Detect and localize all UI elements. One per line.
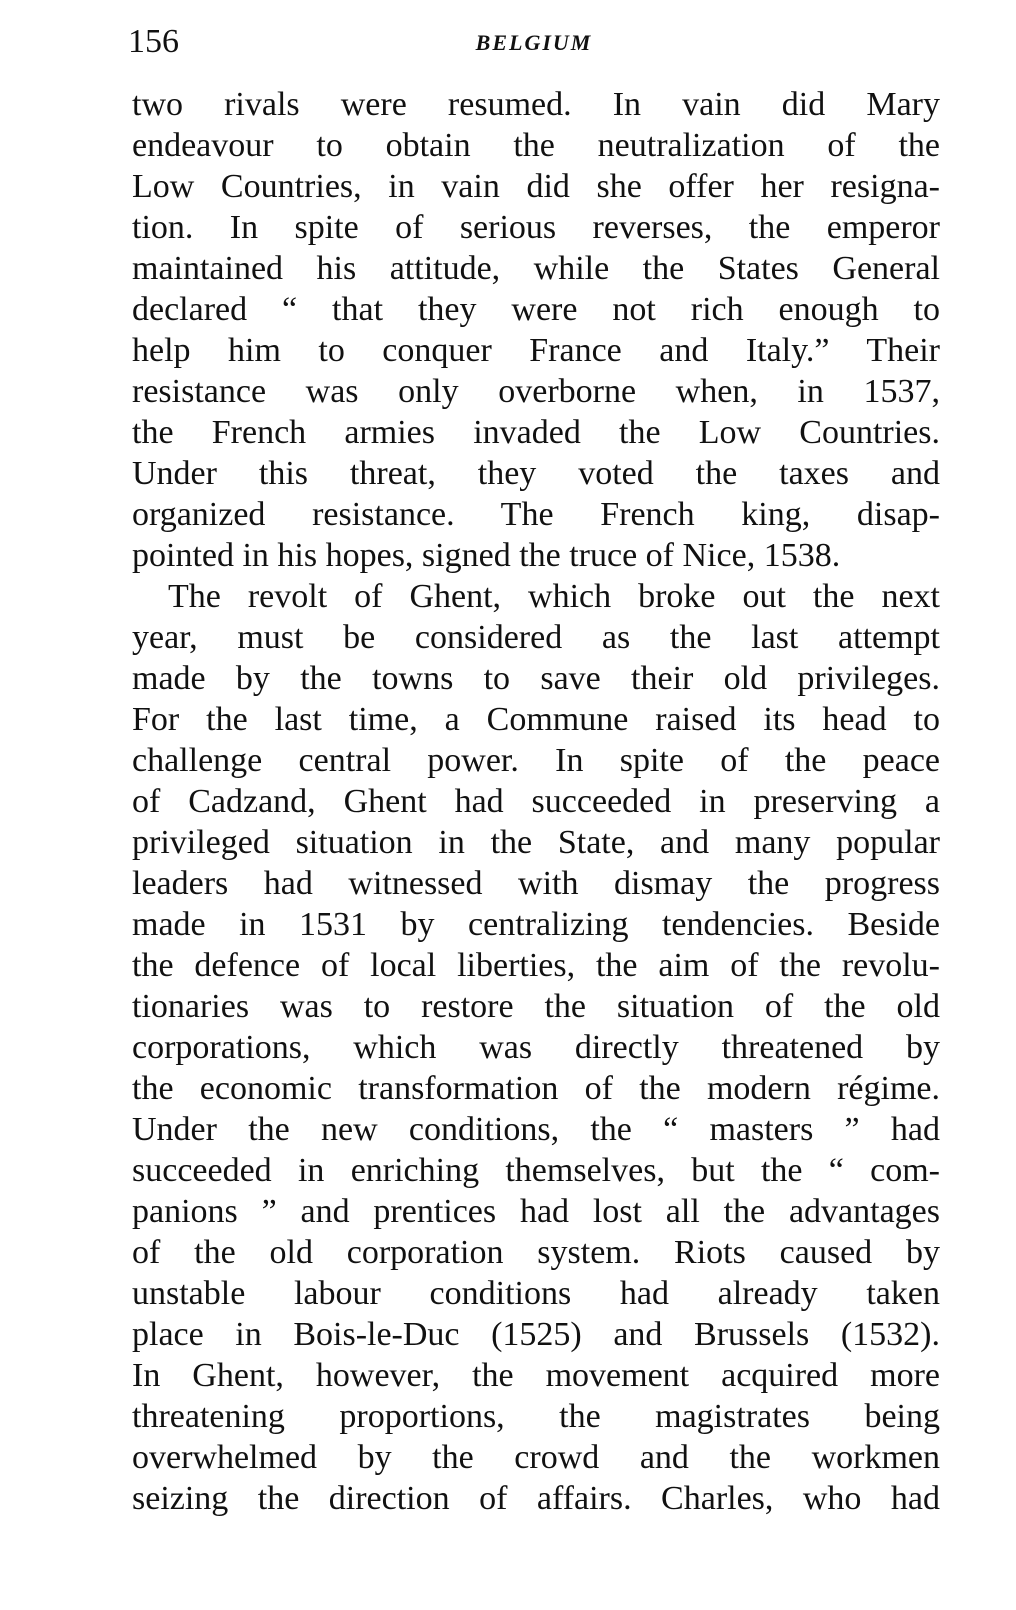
text-line: resistance was only overborne when, in 1537, [132,373,940,410]
text-line: made in 1531 by centralizing tendencies. Beside [132,906,940,943]
text-line: tion. In spite of serious reverses, the emperor [132,209,940,246]
text-line: The revolt of Ghent, which broke out the next [168,578,940,615]
text-line: panions ” and prentices had lost all the advantages [132,1193,940,1230]
text-line: the economic transformation of the modern régime. [132,1070,940,1107]
text-line: tionaries was to restore the situation of the old [132,988,940,1025]
text-line: endeavour to obtain the neutralization of the [132,127,940,164]
text-line: seizing the direction of affairs. Charles, who had [132,1480,940,1517]
text-line: pointed in his hopes, signed the truce of Nice, 1538. [132,537,841,574]
text-line: challenge central power. In spite of the peace [132,742,940,779]
text-line: corporations, which was directly threatened by [132,1029,940,1066]
text-line: the French armies invaded the Low Countries. [132,414,940,451]
text-line: made by the towns to save their old privileges. [132,660,940,697]
text-line: threatening proportions, the magistrates being [132,1398,940,1435]
text-line: maintained his attitude, while the States General [132,250,940,287]
text-line: In Ghent, however, the movement acquired more [132,1357,940,1394]
text-line: Under this threat, they voted the taxes and [132,455,940,492]
text-line: two rivals were resumed. In vain did Mary [132,86,940,123]
running-head: BELGIUM [475,30,593,55]
text-line: overwhelmed by the crowd and the workmen [132,1439,940,1476]
page-number: 156 [128,23,179,60]
text-line: declared “ that they were not rich enough to [132,291,940,328]
text-line: place in Bois-le-Duc (1525) and Brussels (1532). [132,1316,940,1353]
text-line: succeeded in enriching themselves, but the “ com- [132,1152,940,1189]
text-line: leaders had witnessed with dismay the progress [132,865,940,902]
text-line: organized resistance. The French king, disap- [132,496,940,533]
page-header [128,16,940,68]
text-line: Low Countries, in vain did she offer her resigna- [132,168,940,205]
text-line: help him to conquer France and Italy.” Their [132,332,940,369]
text-line: of Cadzand, Ghent had succeeded in preserving a [132,783,940,820]
text-line: For the last time, a Commune raised its head to [132,701,940,738]
text-line: privileged situation in the State, and many popular [132,824,940,861]
text-line: Under the new conditions, the “ masters ” had [132,1111,940,1148]
text-line: unstable labour conditions had already taken [132,1275,940,1312]
text-line: the defence of local liberties, the aim of the revolu- [132,947,940,984]
text-line: year, must be considered as the last attempt [132,619,940,656]
body-text [132,84,940,1519]
text-line: of the old corporation system. Riots caused by [132,1234,940,1271]
